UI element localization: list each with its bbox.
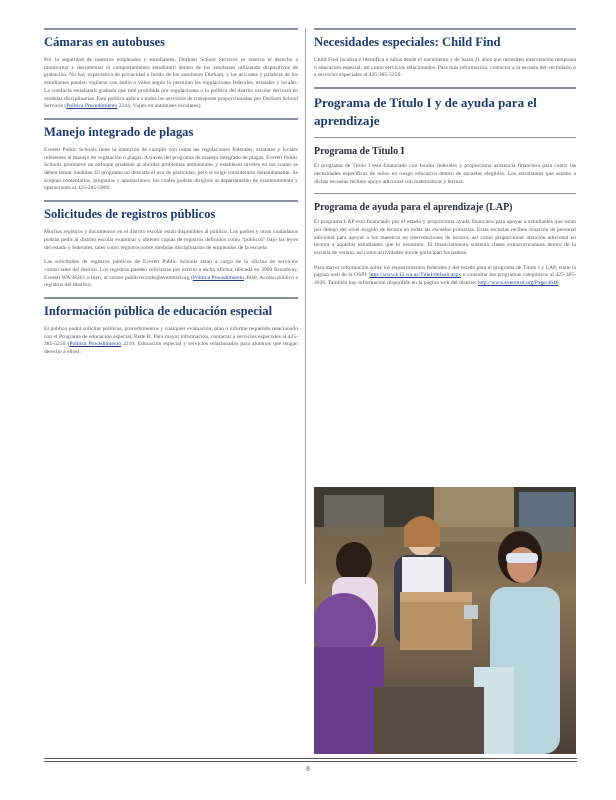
photo-illustration: [314, 487, 576, 754]
ospi-link[interactable]: http://www.k12.wa.us/TitleI/default.aspx: [369, 272, 462, 279]
left-column: [44, 28, 298, 364]
section-header: [44, 200, 298, 222]
paragraph-text: 2244, Viajes en autobuses escolares).: [117, 103, 202, 110]
paragraph-text: o consultar los programas categóricos al 425-385-4020. También hay información disponible en la página web del distrito:: [314, 272, 576, 287]
section-header: [44, 297, 298, 319]
paragraph: [314, 265, 576, 288]
section-special-ed-info: [44, 297, 298, 357]
paragraph-text: 2210, Educación especial y servicios relacionados para alumnos que tengan derecho a ellos).: [44, 341, 298, 356]
subsection-title: Programa de ayuda para el aprendizaje (LAP): [314, 202, 513, 214]
right-column: [314, 28, 576, 295]
section-public-records: [44, 200, 298, 290]
section-header: [314, 87, 576, 130]
section-bus-cameras: [44, 28, 298, 111]
section-title: Manejo integrado de plagas: [44, 124, 194, 139]
paragraph: Child Find localiza e identifica a niños desde el nacimiento y de hasta 21 años que necesiten intervención temprana o educación especial, así como servicios relacionados. Para más información, contactar a la escuela del vecindario o a servicios especiales al 425-385-5250.: [314, 57, 576, 79]
paragraph-text: Para mayor información sobre los requerimientos federales y del estado para el programa de Título I y LAP, visite la página web de la OSPI:: [314, 264, 576, 279]
section-header: [44, 28, 298, 50]
section-header: [44, 118, 298, 140]
section-title: Solicitudes de registros públicos: [44, 207, 216, 222]
section-title: Necesidades especiales: Child Find: [314, 35, 501, 49]
column-divider: [305, 28, 306, 584]
paragraph: El programa LAP está financiado por el estado y proporciona ayuda financiera para apoyar a estudiantes que están por debajo del nivel exigido de lectura en todas las escuelas primarias. Estas escuelas reciben dotación de personal adicional para apoyar a los maestros en intervenciones de lectura, así como proporcionar atención adicional en lectura a aquellos estudiantes que lo necesiten. El financiamiento sustenta clases extracurriculares dentro de la escuela de verano, así como actividades donde participan los padres.: [314, 219, 576, 257]
policy-link[interactable]: Política Procedimiento: [192, 274, 245, 281]
page-number: 8: [306, 765, 310, 773]
district-link[interactable]: http://www.everettsd.org/Page/4640: [477, 280, 559, 287]
paragraph: Muchos registros y documentos en el distrito escolar están disponibles al público. Los padres y otros ciudadanos podrán pedir al distrito escolar examinar y obtener copias de registros definidos como "públicos" bajo las leyes del estado y federales, tales como registros sobre medidas disciplinarias de empleados de la escuela.: [44, 229, 298, 251]
section-pest-management: [44, 118, 298, 193]
paragraph-text: 4040, Acceso público a registros del distrito).: [44, 274, 298, 289]
paragraph-text: .: [558, 280, 560, 287]
paragraph: El programa de Título I está financiado con fondos federales y proporciona asistencia financiera para cubrir las necesidades específicas de niños en riesgo educativo dentro de escuelas elegibles. Los estudiantes que asisten a dichas escuelas reciben apoyo adicional con matemáticas y lectura.: [314, 163, 576, 185]
paragraph: [44, 57, 298, 111]
section-header: [314, 28, 576, 50]
paragraph-text: El público podrá solicitar políticas, procedimientos y cualquier evaluación, plan o informe requerido relacionado con el Programa de educación especial, Parte B. Para mayor información, contactar a servicios especiales al 425-385-5250 (: [44, 326, 298, 348]
paragraph: Everett Public Schools tiene la intención de cumplir con todas las regulaciones federales, estatales y locales referentes al manejo de vegetación o plagas. A través del programa de manejo integrado de plagas, Everett Public Schools promueve un enfoque prudente al abordar problemas ambientales y establecer niveles en los cuales se deben tomar medidas. El programa no descarta el uso de pesticidas, pero sí exige considerarlo detenidamente. Se aceptan comentarios, preguntas y aportaciones, los cuales podrán dirigirse al departamento de mantenimiento y operaciones al 425-385-5800.: [44, 146, 298, 192]
students-photo: [314, 487, 576, 754]
section-title: Cámaras en autobuses: [44, 35, 166, 49]
divider: [314, 193, 576, 194]
policy-link[interactable]: Política Procedimiento: [66, 103, 118, 110]
paragraph-text: Las solicitudes de registros públicos de Everett Public Schools están a cargo de la oficina de servicios comerciales del distrito. Los registros pueden solicitarse por escrito a dicha oficina, ubicada en 3900 Broadway, Everett WA 98201 o bien, al correo publicrecords@everettsd.org (: [44, 259, 298, 281]
section-title: Información pública de educación especial: [44, 304, 273, 319]
section-title: Programa de Título I y de ayuda para el aprendizaje: [314, 95, 537, 129]
policy-link[interactable]: Política Procedimiento: [69, 341, 122, 348]
subsection-title: Programa de Título I: [314, 146, 405, 158]
footer-rule: [44, 758, 577, 759]
paragraph: [44, 259, 298, 290]
divider: [314, 137, 576, 138]
section-title-i-lap: [314, 87, 576, 288]
footer-rule: [44, 761, 577, 762]
paragraph-text: Por la seguridad de nuestros empleados y estudiantes, Durham School Services se reserva el derecho a monitorear y documentar el comportamiento estudiantil dentro de los autobuses utilizando dispositivos de grabación. No hay expectativa de privacidad a bordo de los autobuses Durham, y las acciones y palabras de los estudiantes pueden vigilarse con audio o video según lo permitan las regulaciones federales, estatales y locales. La conducta estudiantil grabada que esté prohibida por regulaciones o la política del distrito escolar derivará en medidas disciplinarias. Esta política aplica a todos los servicios de transporte proporcionados por Durham School Services (: [44, 57, 298, 110]
paragraph: [44, 326, 298, 357]
section-child-find: [314, 28, 576, 80]
